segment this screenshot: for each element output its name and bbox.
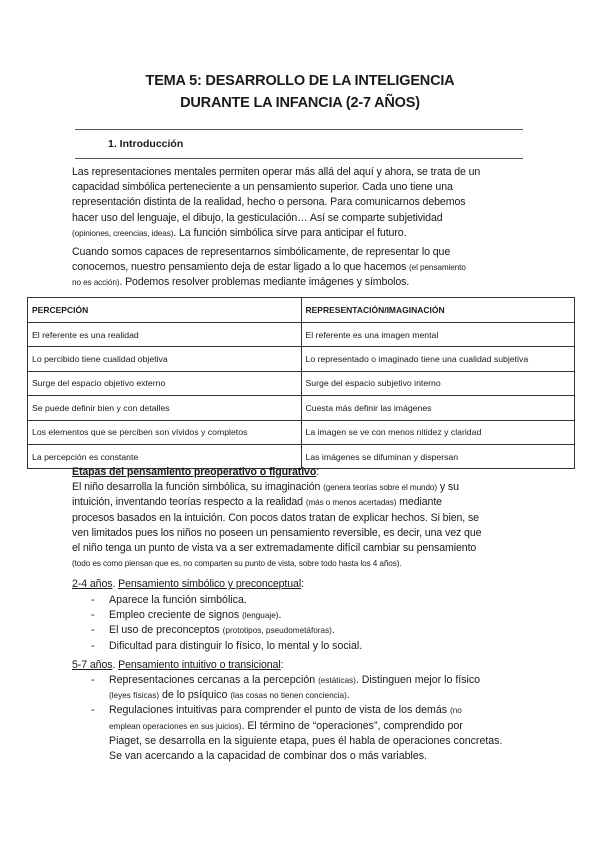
text-span: El uso de preconceptos bbox=[109, 624, 223, 637]
list-item bbox=[91, 593, 531, 608]
text-line: capacidad simbólica perteneciente a un pensamiento superior. Cada uno tiene una bbox=[72, 181, 453, 194]
table-row bbox=[28, 396, 575, 420]
header-percepcion: PERCEPCIÓN bbox=[28, 298, 302, 323]
list-item bbox=[91, 673, 531, 703]
text-line bbox=[109, 688, 531, 703]
text-span: . bbox=[112, 578, 119, 590]
text-span: Representaciones cercanas a la percepción bbox=[109, 674, 319, 686]
stage-name: Pensamiento simbólico y preconceptual bbox=[118, 578, 302, 590]
etapas-paragraph bbox=[72, 465, 528, 571]
aside-text: (genera teorías sobre el mundo) bbox=[323, 483, 438, 493]
text-span: de lo psíquico bbox=[159, 689, 231, 702]
table-cell: El referente es una realidad bbox=[28, 323, 302, 347]
text-span: . La función simbólica sirve para anticipar el futuro. bbox=[173, 226, 407, 239]
text-span: . bbox=[278, 609, 282, 622]
text-line: ven limitados pues los niños no poseen un pensamiento reversible, es decir, una vez que bbox=[72, 526, 482, 539]
text-span: . bbox=[331, 624, 335, 637]
text-span: El niño desarrolla la función simbólica, su imaginación bbox=[72, 481, 324, 494]
stage-age: 2-4 años bbox=[72, 578, 113, 590]
text-line bbox=[72, 226, 528, 241]
table-cell: Se puede definir bien y con detalles bbox=[28, 396, 302, 420]
text-line bbox=[72, 480, 528, 495]
text-span: Aparece la función simbólica. bbox=[109, 594, 247, 606]
section-heading: 1. Introducción bbox=[108, 138, 184, 150]
comparison-table bbox=[27, 297, 575, 469]
text-line bbox=[72, 495, 528, 510]
text-line: procesos basados en la intuición. Con pocos datos tratan de explicar hechos. Si bien, se bbox=[72, 511, 479, 524]
stage1-heading bbox=[72, 577, 528, 592]
stage1-list bbox=[91, 593, 531, 654]
page-title-line-1: TEMA 5: DESARROLLO DE LA INTELIGENCIA bbox=[145, 73, 455, 89]
list-item bbox=[91, 703, 531, 764]
text-line bbox=[72, 275, 528, 290]
text-span: . Podemos resolver problemas mediante imágenes y símbolos. bbox=[119, 276, 410, 289]
text-line: Las representaciones mentales permiten operar más allá del aquí y ahora, se trata de un bbox=[72, 166, 481, 178]
table-cell: La percepción es constante bbox=[28, 444, 302, 468]
text-line: Cuando somos capaces de representarnos simbólicamente, de representar lo que bbox=[72, 246, 451, 258]
table-header-row bbox=[28, 298, 575, 323]
list-item bbox=[91, 608, 531, 623]
aside-text: emplean operaciones en sus juicios) bbox=[109, 721, 242, 731]
text-span: Dificultad para distinguir lo físico, lo mental y lo social. bbox=[109, 639, 363, 652]
stage2-heading bbox=[72, 658, 528, 673]
aside-text: (estáticas) bbox=[318, 676, 356, 685]
heading-text: Etapas del pensamiento preoperativo o figurativo bbox=[72, 466, 317, 478]
text-span: mediante bbox=[396, 496, 442, 509]
page-title-line-2: DURANTE LA INFANCIA (2-7 AÑOS) bbox=[180, 95, 420, 111]
text-line bbox=[109, 673, 531, 688]
intro-paragraph-1 bbox=[72, 165, 528, 241]
aside-text: no es acción) bbox=[72, 278, 120, 288]
aside-text: (prototipos, pseudometáforas) bbox=[222, 626, 332, 636]
stage-age: 5-7 años bbox=[72, 659, 113, 671]
text-span: : bbox=[316, 466, 320, 478]
table-cell: Los elementos que se perciben son vívidos y completos bbox=[28, 420, 302, 444]
text-span: . bbox=[112, 659, 119, 671]
aside-text: (el pensamiento bbox=[409, 263, 466, 273]
text-span: Empleo creciente de signos bbox=[109, 609, 243, 622]
table-cell: Las imágenes se difuminan y dispersan bbox=[301, 444, 575, 468]
text-line: hacer uso del lenguaje, el dibujo, la gesticulación… Así se comparte subjetividad bbox=[72, 211, 443, 224]
list-item bbox=[91, 623, 531, 638]
text-span: . Distinguen mejor lo físico bbox=[355, 674, 481, 686]
stage2-list bbox=[91, 673, 531, 764]
text-span: conocemos, nuestro pensamiento deja de estar ligado a lo que hacemos bbox=[72, 261, 410, 274]
aside-text: (más o menos acertadas) bbox=[305, 498, 397, 508]
table-row bbox=[28, 347, 575, 371]
table-cell: Surge del espacio subjetivo interno bbox=[301, 371, 575, 395]
stage-name: Pensamiento intuitivo o transicional bbox=[118, 659, 281, 671]
aside-text: (leyes físicas) bbox=[109, 691, 160, 701]
aside-text: (opiniones, creencias, ideas) bbox=[72, 228, 174, 238]
table-cell: Cuesta más definir las imágenes bbox=[301, 396, 575, 420]
table-cell: El referente es una imagen mental bbox=[301, 323, 575, 347]
text-line: Piaget, se desarrolla en la siguiente etapa, pues él habla de operaciones concretas. bbox=[109, 734, 503, 747]
text-span: : bbox=[280, 659, 284, 671]
divider-top bbox=[75, 129, 523, 130]
table-row bbox=[28, 371, 575, 395]
aside-text: (no bbox=[449, 706, 462, 716]
text-line bbox=[109, 703, 531, 718]
table-cell: La imagen se ve con menos nitidez y claridad bbox=[301, 420, 575, 444]
header-representacion: REPRESENTACIÓN/IMAGINACIÓN bbox=[301, 298, 575, 323]
aside-text: (las cosas no tienen conciencia) bbox=[230, 691, 347, 701]
text-span: : bbox=[301, 578, 304, 590]
text-line bbox=[72, 260, 528, 275]
text-span: Regulaciones intuitivas para comprender el punto de vista de los demás bbox=[109, 704, 450, 717]
aside-text: (lenguaje) bbox=[242, 611, 279, 621]
divider-bottom bbox=[75, 158, 523, 159]
text-line: Se van acercando a la capacidad de combinar dos o más variables. bbox=[109, 750, 427, 763]
table-cell: Surge del espacio objetivo externo bbox=[28, 371, 302, 395]
text-line: el niño tenga un punto de vista va a ser extremadamente difícil cambiar su pensamiento bbox=[72, 542, 477, 555]
text-line: representación distinta de la realidad, hecho o persona. Para comunicarnos debemos bbox=[72, 196, 466, 209]
text-span: . El término de “operaciones”, comprendido por bbox=[241, 719, 463, 732]
text-line: (todo es como piensan que es, no comparten su punto de vista, sobre todo hasta los 4 años). bbox=[72, 559, 402, 569]
list-item bbox=[91, 639, 531, 654]
text-span: . bbox=[346, 689, 350, 702]
table-row bbox=[28, 420, 575, 444]
text-span: y su bbox=[437, 481, 459, 494]
table-row bbox=[28, 323, 575, 347]
table-cell: Lo percibido tiene cualidad objetiva bbox=[28, 347, 302, 371]
intro-paragraph-2 bbox=[72, 245, 528, 291]
table-cell: Lo representado o imaginado tiene una cualidad subjetiva bbox=[301, 347, 575, 371]
etapas-heading bbox=[72, 465, 528, 480]
text-line bbox=[109, 719, 531, 734]
text-span: intuición, inventando teorías respecto a la realidad bbox=[72, 496, 306, 509]
